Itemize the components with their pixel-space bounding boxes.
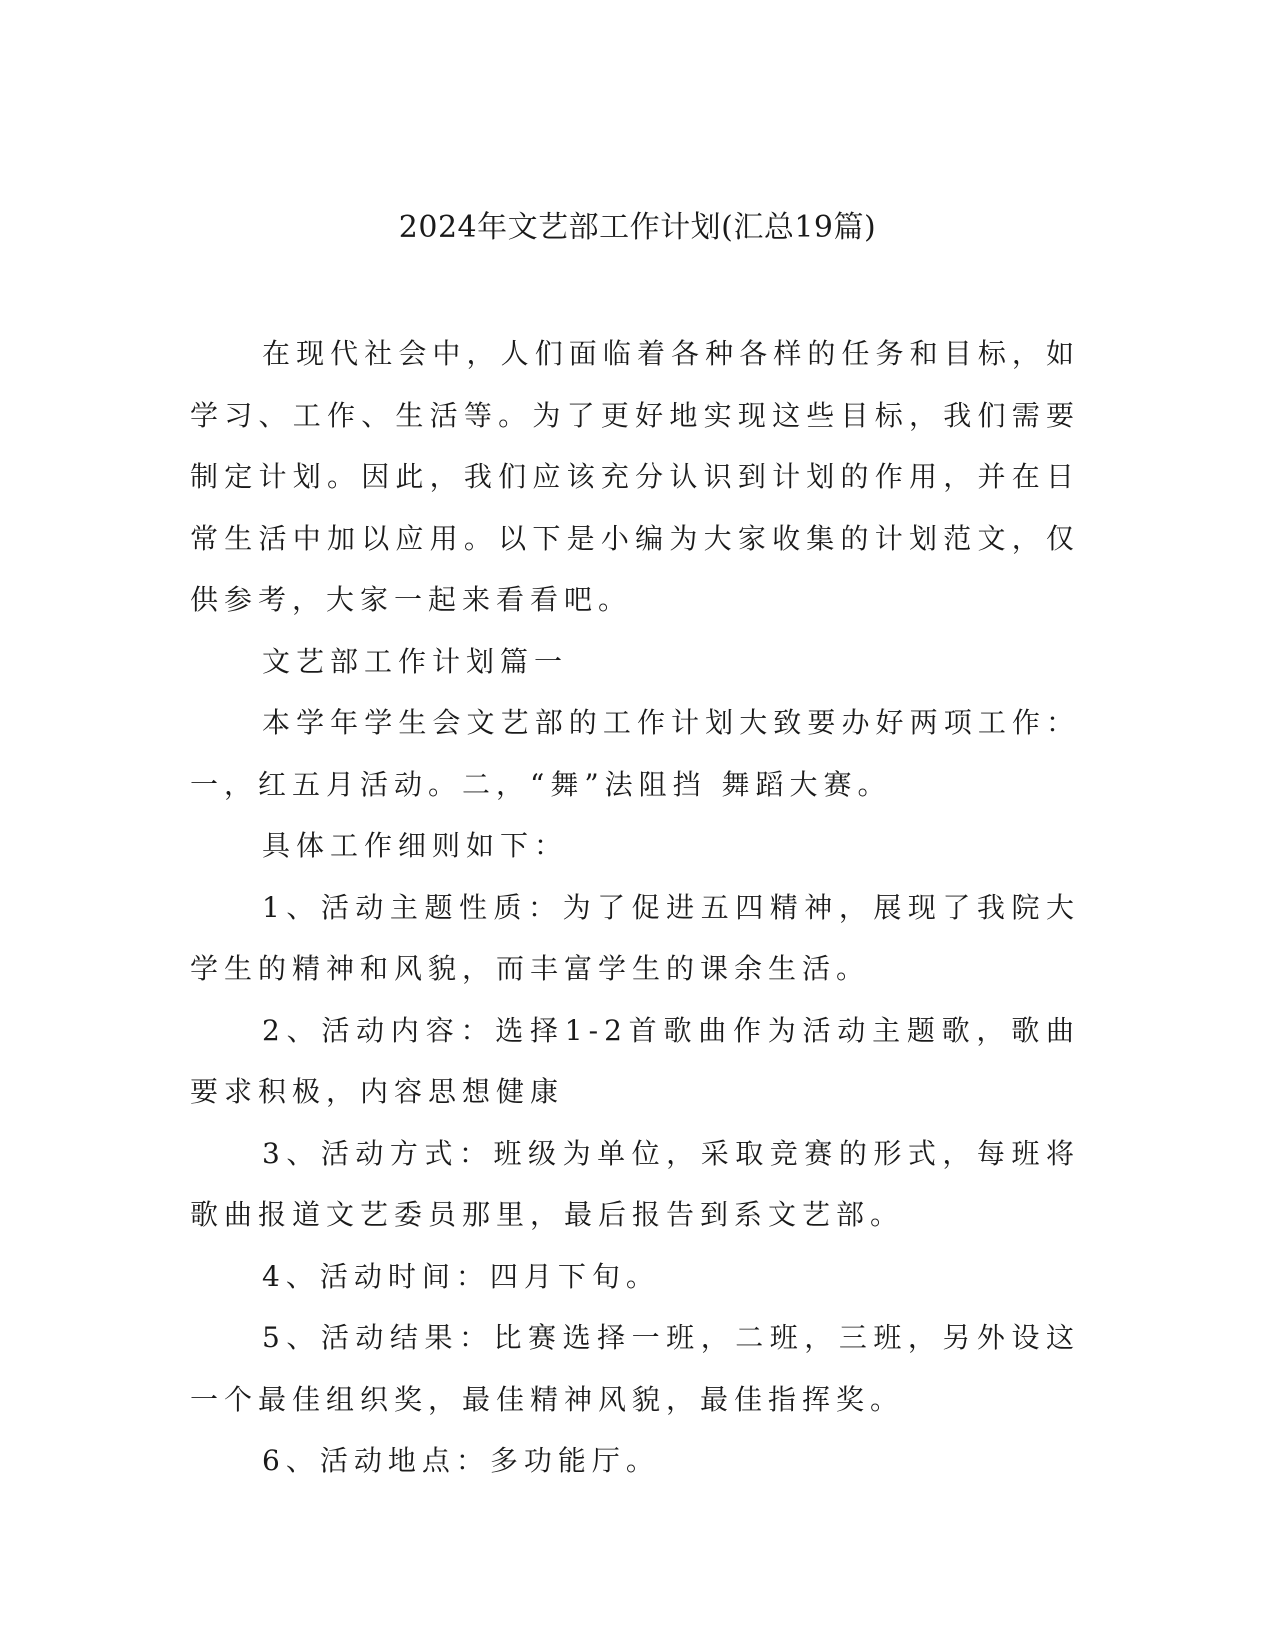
list-item-time: 4、活动时间：四月下旬。 (262, 1259, 660, 1293)
list-item-content: 2、活动内容：选择1-2首歌曲作为活动主题歌，歌曲要求积极，内容思想健康 (190, 1013, 1080, 1108)
list-item-location: 6、活动地点：多功能厅。 (262, 1444, 660, 1477)
document-body (190, 323, 1080, 1492)
plan-overview-paragraph: 本学年学生会文艺部的工作计划大致要办好两项工作：一，红五月活动。二，“舞”法阻挡 舞蹈大赛。 (190, 706, 1080, 801)
list-item-result: 5、活动结果：比赛选择一班，二班，三班，另外设这一个最佳组织奖，最佳精神风貌，最佳指挥奖。 (190, 1321, 1080, 1416)
list-item-method: 3、活动方式：班级为单位，采取竞赛的形式，每班将歌曲报道文艺委员那里，最后报告到系文艺部。 (190, 1136, 1080, 1231)
list-item-theme: 1、活动主题性质：为了促进五四精神，展现了我院大学生的精神和风貌，而丰富学生的课余生活。 (190, 890, 1080, 985)
section-heading: 文艺部工作计划篇一 (262, 644, 569, 678)
document-title: 2024年文艺部工作计划(汇总19篇) (398, 210, 877, 245)
details-heading: 具体工作细则如下： (262, 829, 569, 862)
intro-paragraph: 在现代社会中，人们面临着各种各样的任务和目标，如学习、工作、生活等。为了更好地实现这些目标，我们需要制定计划。因此，我们应该充分认识到计划的作用，并在日常生活中加以应用。以下是小编为大家收集的计划范文，仅供参考，大家一起来看看吧。 (190, 337, 1080, 616)
